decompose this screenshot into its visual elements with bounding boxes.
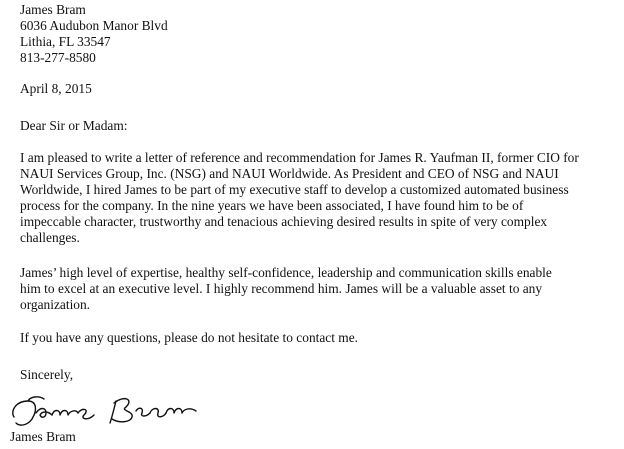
paragraph-3 <box>20 330 624 346</box>
salutation-block <box>20 118 624 134</box>
closing-block <box>20 367 624 383</box>
paragraph-1-line: process for the company. In the nine years we have been associated, I have found him to be of <box>20 198 524 213</box>
sender-address-line1: 6036 Audubon Manor Blvd <box>20 18 168 33</box>
paragraph-2 <box>20 265 624 313</box>
paragraph-2-line: James’ high level of expertise, healthy self-confidence, leadership and communication skills enable <box>20 265 552 280</box>
closing: Sincerely, <box>20 367 74 382</box>
paragraph-1 <box>20 150 624 246</box>
paragraph-1-line: Worldwide, I hired James to be part of my executive staff to develop a customized automated business <box>20 182 569 197</box>
sender-address-line2: Lithia, FL 33547 <box>20 34 111 49</box>
paragraph-2-line: organization. <box>20 297 91 312</box>
paragraph-1-line: impeccable character, trustworthy and tenacious achieving desired results in spite of very complex <box>20 214 548 229</box>
paragraph-1-line: challenges. <box>20 230 80 245</box>
date-block <box>20 81 624 97</box>
paragraph-1-line: I am pleased to write a letter of reference and recommendation for James R. Yaufman II, former CIO for <box>20 150 579 165</box>
sender-phone: 813-277-8580 <box>20 50 96 65</box>
signature-name: James Bram <box>10 429 76 444</box>
paragraph-2-line: him to excel at an executive level. I highly recommend him. James will be a valuable asset to any <box>20 281 543 296</box>
paragraph-3-line: If you have any questions, please do not hesitate to contact me. <box>20 330 359 345</box>
sender-name: James Bram <box>20 2 86 17</box>
paragraph-1-line: NAUI Services Group, Inc. (NSG) and NAUI Worldwide. As President and CEO of NSG and NAUI <box>20 166 559 181</box>
letter-date: April 8, 2015 <box>20 81 92 96</box>
salutation: Dear Sir or Madam: <box>20 118 128 133</box>
handwritten-signature <box>8 391 208 431</box>
sender-block <box>20 2 624 66</box>
signature-name-block <box>10 429 622 445</box>
